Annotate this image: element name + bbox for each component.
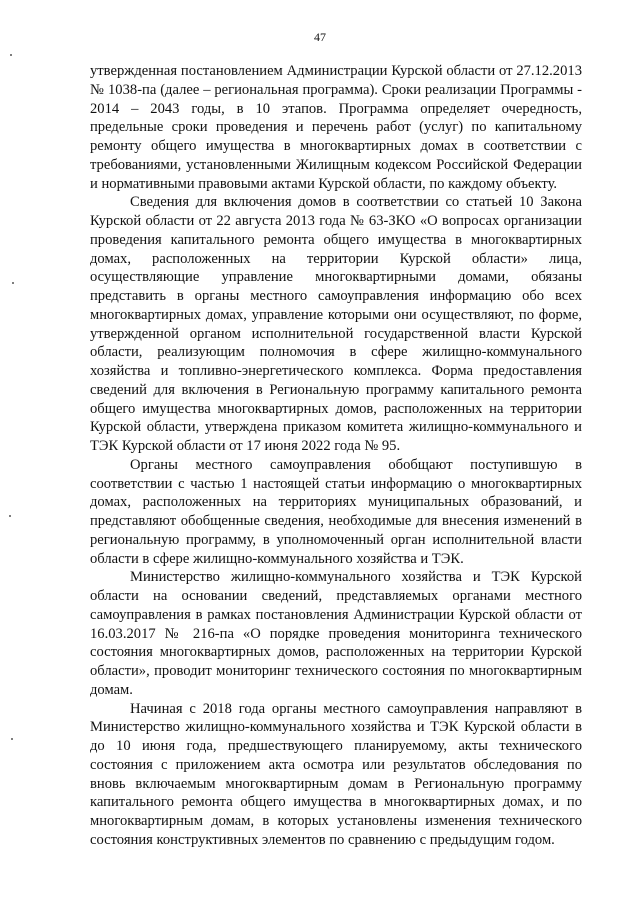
paragraph-information-submission: Сведения для включения домов в соответствии со статьей 10 Закона Курской области от 22 августа 2013 года № 63-ЗКО «О вопросах организации проведения капитального ремонта общего имущества в многоквартирных домах, расположенных на территории Курской области» лица, осуществляющие управление многоквартирными домами, обязаны представить в органы местного самоуправления информацию обо всех многоквартирных домах, управление которыми они осуществляют, по форме, утвержденной органом исполнительной государственной власти Курской области, реализующим полномочия в сфере жилищно-коммунального хозяйства и топливно-энергетического комплекса. Форма предоставления сведений для включения в Региональную программу капитального ремонта общего имущества многоквартирных домов, расположенных на территории Курской области, утверждена приказом комитета жилищно-коммунального и ТЭК Курской области от 17 июня 2022 года № 95. [90, 194, 582, 454]
document-body [90, 62, 582, 850]
paragraph-technical-condition-acts: Начиная с 2018 года органы местного самоуправления направляют в Министерство жилищно-коммунального хозяйства и ТЭК Курской области в до 10 июня года, предшествующего планируемому, акты технического состояния с приложением акта осмотра или результатов обследования по вновь включаемым многоквартирным домам в Региональную программу капитального ремонта общего имущества в многоквартирных домах, и по многоквартирным домам, в которых установлены изменения технического состояния конструктивных элементов по сравнению с предыдущим годом. [90, 700, 582, 848]
scan-speck [12, 282, 14, 284]
scan-speck [11, 738, 13, 740]
paragraph-ministry-monitoring: Министерство жилищно-коммунального хозяйства и ТЭК Курской области на основании сведений, представляемых органами местного самоуправления в рамках постановления Администрации Курской области от 16.03.2017 № 216-па «О порядке проведения мониторинга технического состояния многоквартирных домов, расположенных на территории Курской области», проводит мониторинг технического состояния по многоквартирным домам. [90, 569, 582, 698]
page-number: 47 [314, 30, 326, 44]
scan-speck [10, 54, 12, 56]
scan-speck [9, 515, 11, 517]
paragraph-continuation: утвержденная постановлением Администрации Курской области от 27.12.2013 № 1038-па (далее – региональная программа). Сроки реализации Программы - 2014 – 2043 годы, в 10 этапов. Программа определяет очередность, предельные сроки проведения и перечень работ (услуг) по капитальному ремонту общего имущества в многоквартирных домах в соответствии с требованиями, установленными Жилищным кодексом Российской Федерации и нормативными правовыми актами Курской области, по каждому объекту. [90, 63, 582, 192]
paragraph-local-government-summary: Органы местного самоуправления обобщают поступившую в соответствии с частью 1 настоящей статьи информацию о многоквартирных домах, расположенных на территориях муниципальных образований, и представляют обобщенные сведения, необходимые для внесения изменений в региональную программу, в уполномоченный орган исполнительной власти области в сфере жилищно-коммунального хозяйства и ТЭК. [90, 456, 582, 567]
